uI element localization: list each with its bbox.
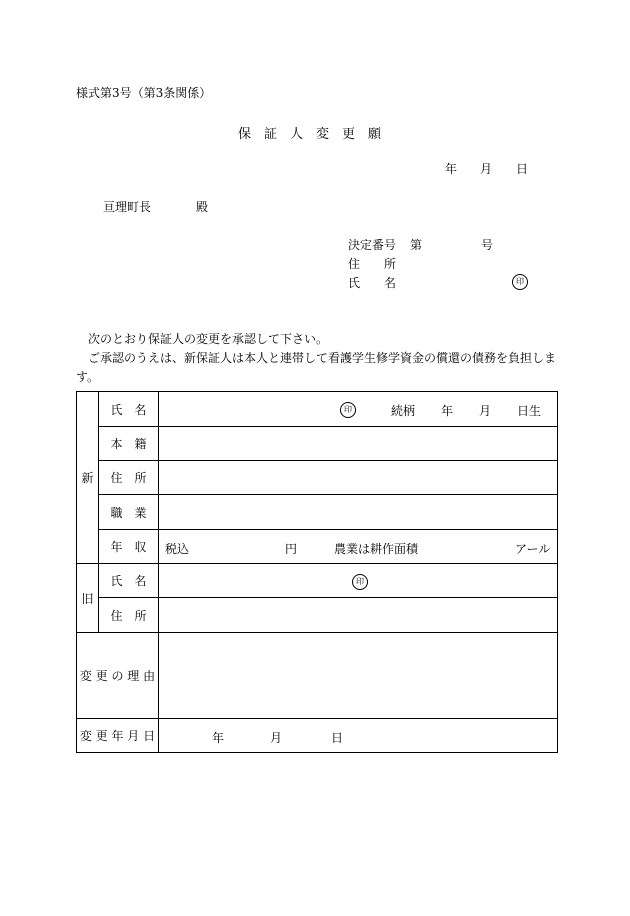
guarantor-table	[76, 391, 558, 753]
decision-number-suffix: 号	[481, 238, 494, 252]
old-name-field[interactable]	[159, 564, 558, 598]
decision-number-prefix: 第	[410, 238, 423, 252]
new-guarantor-group: 新	[77, 392, 99, 564]
new-address-label: 住 所	[99, 461, 159, 495]
new-name-label: 氏 名	[99, 392, 159, 427]
tax-included-label: 税込	[165, 542, 190, 556]
honorific: 殿	[196, 200, 209, 214]
old-address-label: 住 所	[99, 598, 159, 633]
form-number: 様式第3号（第3条関係）	[76, 86, 212, 100]
relation-label: 続柄	[391, 404, 416, 418]
seal-icon: 印	[352, 574, 368, 590]
birth-day-label: 日生	[517, 404, 542, 418]
change-date-label: 変 更 年 月 日	[77, 719, 159, 753]
old-address-field[interactable]	[159, 598, 558, 633]
new-name-field[interactable]	[159, 392, 558, 427]
change-reason-label: 変 更 の 理 由	[77, 633, 159, 719]
birth-year-label: 年	[441, 404, 454, 418]
are-unit-label: アール	[515, 542, 551, 556]
new-occupation-label: 職 業	[99, 495, 159, 530]
decision-number-label: 決定番号	[348, 238, 397, 252]
addressee: 亘理町長	[103, 200, 152, 214]
body-line-2: ご承認のうえは、新保証人は本人と連帯して看護学生修学資金の償還の債務を負担しま	[88, 351, 557, 365]
new-domicile-field[interactable]	[159, 427, 558, 461]
new-domicile-label: 本 籍	[99, 427, 159, 461]
change-month-label: 月	[270, 731, 283, 745]
farm-area-label: 農業は耕作面積	[334, 542, 419, 556]
page-title: 保 証 人 変 更 願	[238, 127, 382, 142]
change-date-field[interactable]	[159, 719, 558, 753]
body-line-1: 次のとおり保証人の変更を承認して下さい。	[88, 332, 329, 346]
new-income-field[interactable]	[159, 530, 558, 564]
yen-label: 円	[285, 542, 298, 556]
change-year-label: 年	[212, 731, 225, 745]
seal-icon: 印	[512, 274, 528, 290]
old-name-label: 氏 名	[99, 564, 159, 598]
body-line-3: す。	[76, 370, 100, 384]
change-reason-field[interactable]	[159, 633, 558, 719]
new-occupation-field[interactable]	[159, 495, 558, 530]
change-day-label: 日	[331, 731, 344, 745]
date-day: 日	[516, 162, 529, 176]
seal-icon: 印	[340, 402, 356, 418]
birth-month-label: 月	[479, 404, 492, 418]
date-month: 月	[480, 162, 493, 176]
applicant-address-label: 住 所	[348, 257, 397, 271]
old-guarantor-group: 旧	[77, 564, 99, 633]
date-year: 年	[445, 162, 458, 176]
new-income-label: 年 収	[99, 530, 159, 564]
applicant-name-label: 氏 名	[348, 276, 397, 290]
new-address-field[interactable]	[159, 461, 558, 495]
